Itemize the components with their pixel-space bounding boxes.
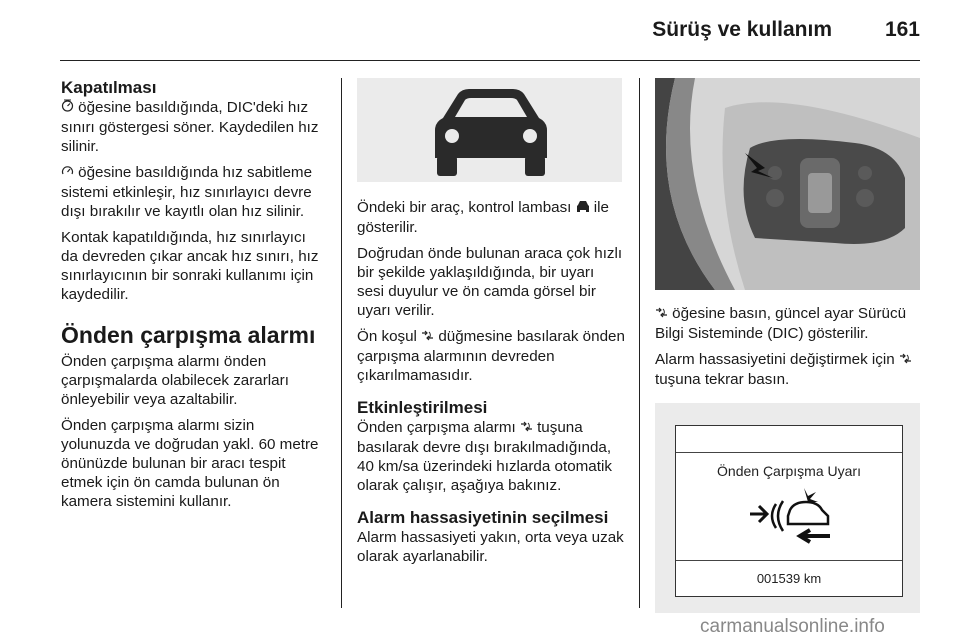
car-indicator-figure: [357, 78, 622, 182]
forward-collision-button-icon: [520, 421, 537, 436]
speed-limiter-icon: [61, 101, 78, 116]
forward-collision-button-icon: [899, 353, 912, 368]
paragraph-change-sensitivity: Alarm hassasiyetini değiştirmek için tuşuna tekrar basın.: [655, 350, 923, 389]
dic-display: [675, 425, 903, 597]
cruise-control-icon: [61, 166, 78, 181]
page-number: 161: [884, 18, 920, 41]
watermark-footer: carmanualsonline.info: [700, 616, 885, 637]
steering-wheel-illustration: [655, 78, 920, 290]
column-2: [357, 78, 625, 573]
section-title: Sürüş ve kullanım: [652, 18, 832, 41]
paragraph-cruise-on: öğesine basıldığında hız sabitleme sistemi etkinleşir, hız sınırlayıcı devre dışı bırakılır ve kayıtlı olan hız silinir.: [61, 164, 313, 220]
paragraph-fcw-intro: Önden çarpışma alarmı önden çarpışmalarda olabilecek zararları önleyebilir veya azaltabilir.: [61, 353, 289, 408]
steering-wheel-figure: [655, 78, 920, 290]
paragraph-limiter-off: öğesine basıldığında, DIC'deki hız sınırı göstergesi söner. Kaydedilen hız silinir.: [61, 99, 319, 155]
column-1: [61, 78, 326, 518]
display-divider-top: [676, 452, 902, 453]
paragraph-sensitivity: Alarm hassasiyeti yakın, orta veya uzak olarak ayarlanabilir.: [357, 529, 624, 565]
display-divider-bottom: [676, 560, 902, 561]
paragraph-ignition: Kontak kapatıldığında, hız sınırlayıcı da devreden çıkar ancak hız sınırı, hız sınırlayıcının bir sonraki kullanımı için kaydedilir.: [61, 229, 319, 303]
collision-warning-icon: [746, 486, 836, 548]
paragraph-precondition: Ön koşul düğmesine basılarak önden çarpışma alarmının devreden çıkarılmamasıdır.: [357, 328, 625, 384]
display-title: Önden Çarpışma Uyarı: [717, 463, 861, 479]
page-header: [0, 0, 960, 62]
heading-sensitivity: Alarm hassasiyetinin seçilmesi: [357, 508, 609, 527]
display-odometer: 001539 km: [756, 571, 822, 586]
car-front-icon: [357, 78, 622, 182]
car-front-icon: [576, 201, 594, 216]
heading-activation: Etkinleştirilmesi: [357, 398, 488, 417]
header-rule: [60, 60, 920, 61]
forward-collision-button-icon: [421, 330, 438, 345]
paragraph-activation: Önden çarpışma alarmı tuşuna basılarak devre dışı bırakılmadığında, 40 km/sa üzerindeki hızlarda otomatik olarak çalışır, aşağıya bakınız.: [357, 419, 612, 494]
paragraph-fcw-camera: Önden çarpışma alarmı sizin yolunuzda ve doğrudan yakl. 60 metre önünüzde bulunan bir aracı tespit etmek için ön camda bulunan ön kamera sistemini kullanır.: [61, 417, 319, 510]
paragraph-press-fcw: öğesine basın, güncel ayar Sürücü Bilgi Sisteminde (DIC) gösterilir.: [655, 305, 907, 342]
column-divider-1: [341, 78, 342, 608]
dic-display-figure: [655, 403, 920, 613]
paragraph-warning: Doğrudan önde bulunan araca çok hızlı bir şekilde yaklaşıldığında, bir uyarı sesi duyulur ve ön camda görsel bir uyarı verilir.: [357, 245, 623, 319]
heading-fcw: Önden çarpışma alarmı: [61, 322, 316, 348]
paragraph-car-lamp: Öndeki bir araç, kontrol lambası ile gösterilir.: [357, 199, 609, 236]
column-3: [655, 78, 923, 613]
column-divider-2: [639, 78, 640, 608]
heading-kapatilmasi: Kapatılması: [61, 78, 157, 97]
forward-collision-button-icon: [655, 307, 672, 322]
